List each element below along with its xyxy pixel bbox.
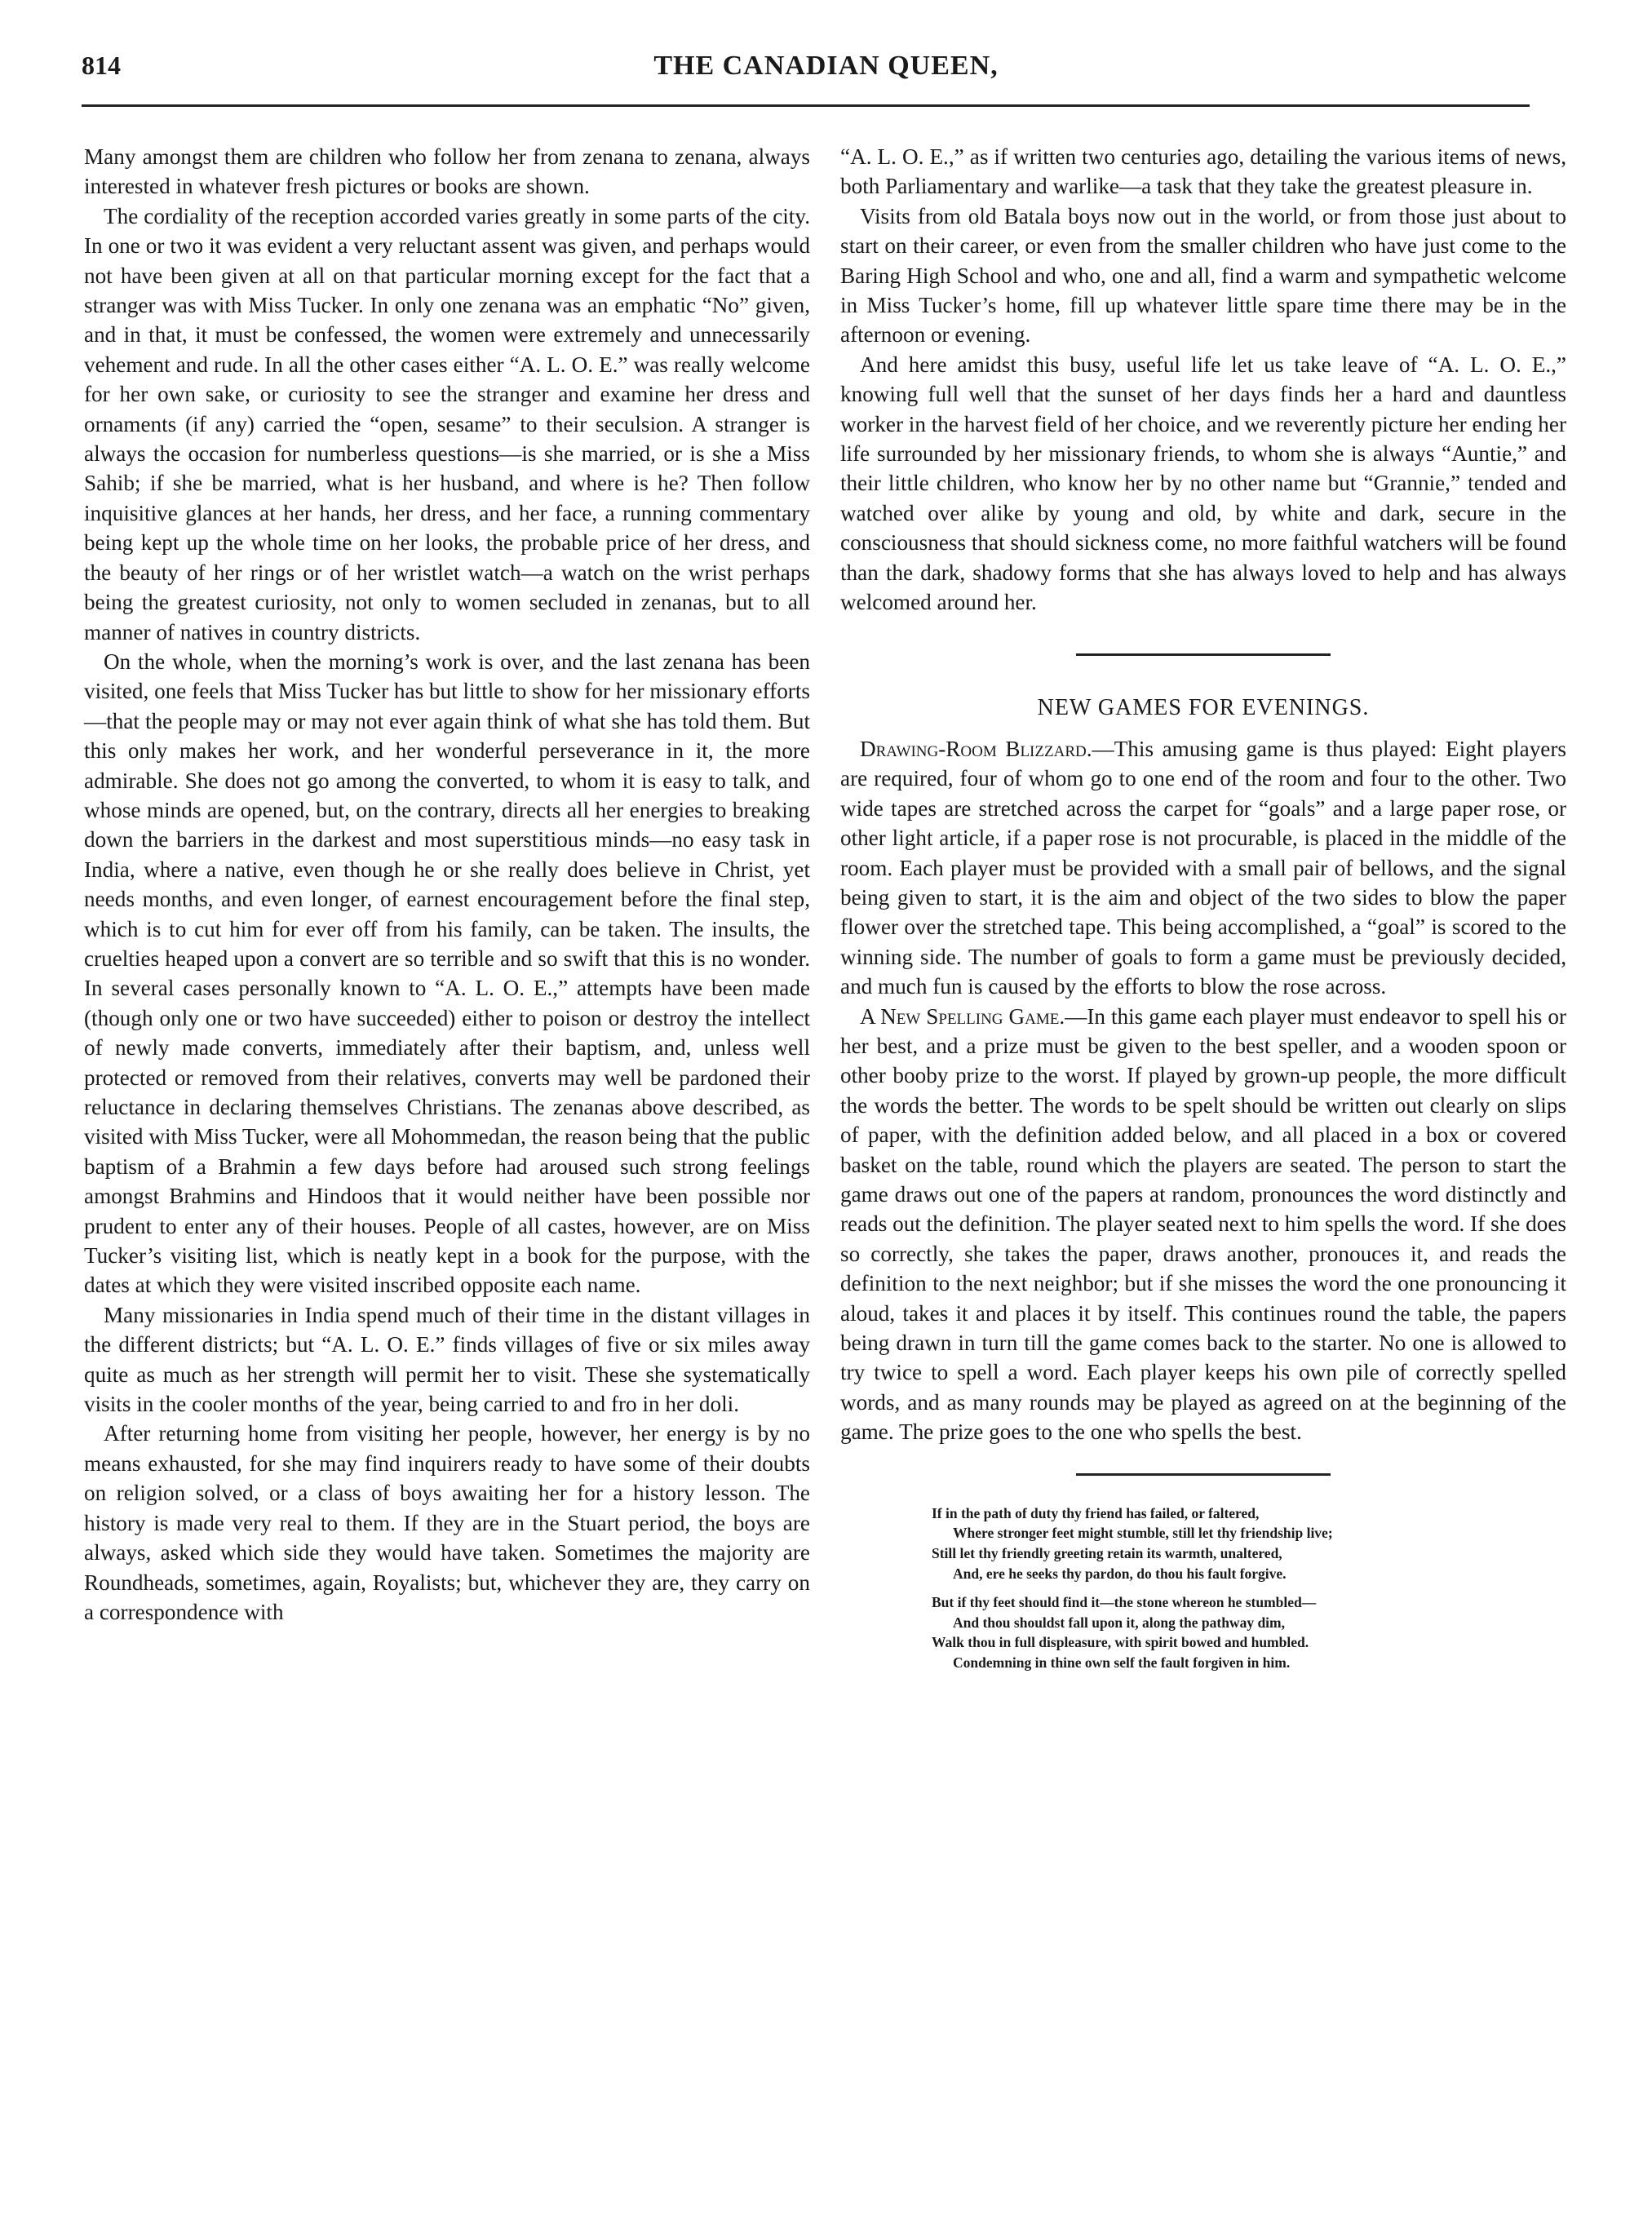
paragraph: On the whole, when the morning’s work is over, and the last zenana has been visited, one feels that Miss Tucker has but little to show for her missionary efforts—that the people may or may not ever again think of what she has told them. But this only makes her work, and her wonderful perseverance in it, the more admirable. She does not go among the converted, to whom it is easy to talk, and whose minds are opened, but, on the contrary, directs all her energies to breaking down the barriers in the darkest and most superstitious minds—no easy task in India, where a native, even though he or she really does believe in Christ, yet needs months, and even longer, of earnest encouragement before the final step, which is to cut him for ever off from his family, can be taken. The insults, the cruelties heaped upon a convert are so terrible and so swift that this is no wonder. In several cases personally known to “A. L. O. E.,” attempts have been made (though only one or two have succeeded) either to poison or destroy the intellect of newly made converts, immediately after their baptism, and, unless well protected or removed from their relatives, converts may well be pardoned their reluctance in declaring themselves Christians. The zenanas above described, as visited with Miss Tucker, were all Mohommedan, the reason being that the public baptism of a Brahmin a few days before had aroused such strong feelings amongst Brahmins and Hindoos that it would neither have been possible nor prudent to enter any of their houses. People of all castes, however, are on Miss Tucker’s visiting list, which is neatly kept in a book for the purpose, with the dates at which they were visited inscribed opposite each name. — [84, 649, 810, 1298]
paragraph: “A. L. O. E.,” as if written two centuries ago, detailing the various items of news, both Parliamentary and warlike—a task that they take the greatest pleasure in. — [840, 144, 1566, 199]
right-column — [840, 142, 1566, 1681]
game-paragraph — [840, 1002, 1566, 1447]
game-paragraph — [840, 734, 1566, 1002]
page-number: 814 — [82, 51, 121, 80]
poem-line: Condemning in thine own self the fault forgiven in him. — [953, 1654, 1291, 1672]
poem-divider — [1076, 1473, 1331, 1476]
paragraph: And here amidst this busy, useful life let us take leave of “A. L. O. E.,” knowing full well that the sunset of her days finds her a hard and dauntless worker in the harvest field of her choice, and we reverently picture her ending her life surrounded by her missionary friends, to whom she is always “Auntie,” and their little children, who know her by no other name but “Grannie,” tended and watched over alike by young and old, by white and dark, secure in the consciousness that should sickness come, no more faithful watchers will be found than the dark, shadowy forms that she has always loved to help and has always welcomed around her. — [840, 352, 1567, 615]
poem-line: Where stronger feet might stumble, still let thy friendship live; — [953, 1525, 1333, 1542]
poem — [932, 1503, 1566, 1673]
game-name: Drawing-Room Blizzard. — [860, 736, 1092, 761]
poem-line: And thou shouldst fall upon it, along the pathway dim, — [953, 1614, 1285, 1631]
game-name: A New Spelling Game. — [860, 1003, 1065, 1029]
poem-line: And, ere he seeks thy pardon, do thou his fault forgive. — [953, 1565, 1287, 1583]
poem-line: If in the path of duty thy friend has failed, or faltered, — [932, 1504, 1260, 1521]
header-rule — [82, 104, 1530, 107]
section-divider — [1076, 653, 1331, 656]
poem-stanza — [932, 1503, 1566, 1584]
poem-line: But if thy feet should find it—the stone whereon he stumbled— — [932, 1593, 1317, 1610]
paragraph: Many missionaries in India spend much of their time in the distant villages in the different districts; but “A. L. O. E.” finds villages of five or six miles away quite as much as her strength will permit her to visit. These she systematically visits in the cooler months of the year, being carried to and fro in her doli. — [84, 1302, 810, 1417]
poem-line: Walk thou in full displeasure, with spirit bowed and humbled. — [932, 1634, 1309, 1651]
game-text: —In this game each player must endeavor to spell his or her best, and a prize must be given to the best speller, and a wooden spoon or other booby prize to the worst. If played by grown-up people, the more difficult the words the better. The words to be spelt should be written out clearly on slips of paper, with the definition added below, and all placed in a box or covered basket on the table, round which the players are seated. The person to start the game draws out one of the papers at random, pronounces the word distinctly and reads out the definition. The player seated next to him spells the word. If she does so correctly, she takes the paper, draws another, pronouces it, and reads the definition to the next neighbor; but if she misses the word the one pronouncing it aloud, takes it and places it by itself. This continues round the table, the papers being drawn in turn till the game comes back to the starter. No one is allowed to try twice to spell a word. Each player keeps his own pile of correctly spelled words, and as many rounds may be played as agreed on at the beginning of the game. The prize goes to the one who spells the best. — [840, 1003, 1567, 1445]
poem-stanza — [932, 1592, 1566, 1673]
poem-line: Still let thy friendly greeting retain its warmth, unaltered, — [932, 1545, 1282, 1562]
paragraph: Visits from old Batala boys now out in the world, or from those just about to start on their career, or even from the smaller children who have just come to the Baring High School and who, one and all, find a warm and sympathetic welcome in Miss Tucker’s home, fill up whatever little spare time there may be in the afternoon or evening. — [840, 203, 1566, 348]
section-title: NEW GAMES FOR EVENINGS. — [1037, 694, 1370, 720]
paragraph: After returning home from visiting her people, however, her energy is by no means exhausted, for she may find inquirers ready to have some of their doubts on religion solved, or a class of boys awaiting her for a history lesson. The history is made very real to them. If they are in the Stuart period, the boys are always, asked which side they would have taken. Sometimes the majority are Roundheads, sometimes, again, Royalists; but, whichever they are, they carry on a correspondence with — [84, 1421, 810, 1624]
running-title: THE CANADIAN QUEEN, — [653, 51, 999, 81]
left-column — [84, 142, 810, 1627]
game-text: —This amusing game is thus played: Eight players are required, four of whom go to one end of the room and four to the other. Two wide tapes are stretched across the carpet for “goals” and a large paper rose, or other light article, if a paper rose is not procurable, is placed in the middle of the room. Each player must be provided with a small pair of bellows, and the signal being given to start, it is the aim and object of the two sides to blow the paper flower over the stretched tape. This being accomplished, a “goal” is scored to the winning side. The number of goals to form a game must be previously decided, and much fun is caused by the efforts to blow the rose across. — [840, 736, 1566, 999]
paragraph: The cordiality of the reception accorded varies greatly in some parts of the city. In one or two it was evident a very reluctant assent was given, and perhaps would not have been given at all on that particular morning except for the fact that a stranger was with Miss Tucker. In only one zenana was an emphatic “No” given, and in that, it must be confessed, the women were extremely and unnecessarily vehement and rude. In all the other cases either “A. L. O. E.” was really welcome for her own sake, or curiosity to see the stranger and examine her dress and ornaments (if any) carried the “open, sesame” to their seculsion. A stranger is always the occasion for numberless questions—is she married, or is she a Miss Sahib; if she be married, what is her husband, and where is he? Then follow inquisitive glances at her hands, her dress, and her face, a running commentary being kept up the whole time on her looks, the probable price of her dress, and the beauty of her rings or of her wristlet watch—a watch on the wrist perhaps being the greatest curiosity, not only to women secluded in zenanas, but to all manner of natives in country districts. — [84, 203, 810, 644]
paragraph: Many amongst them are children who follow her from zenana to zenana, always interested in whatever fresh pictures or books are shown. — [84, 144, 810, 199]
